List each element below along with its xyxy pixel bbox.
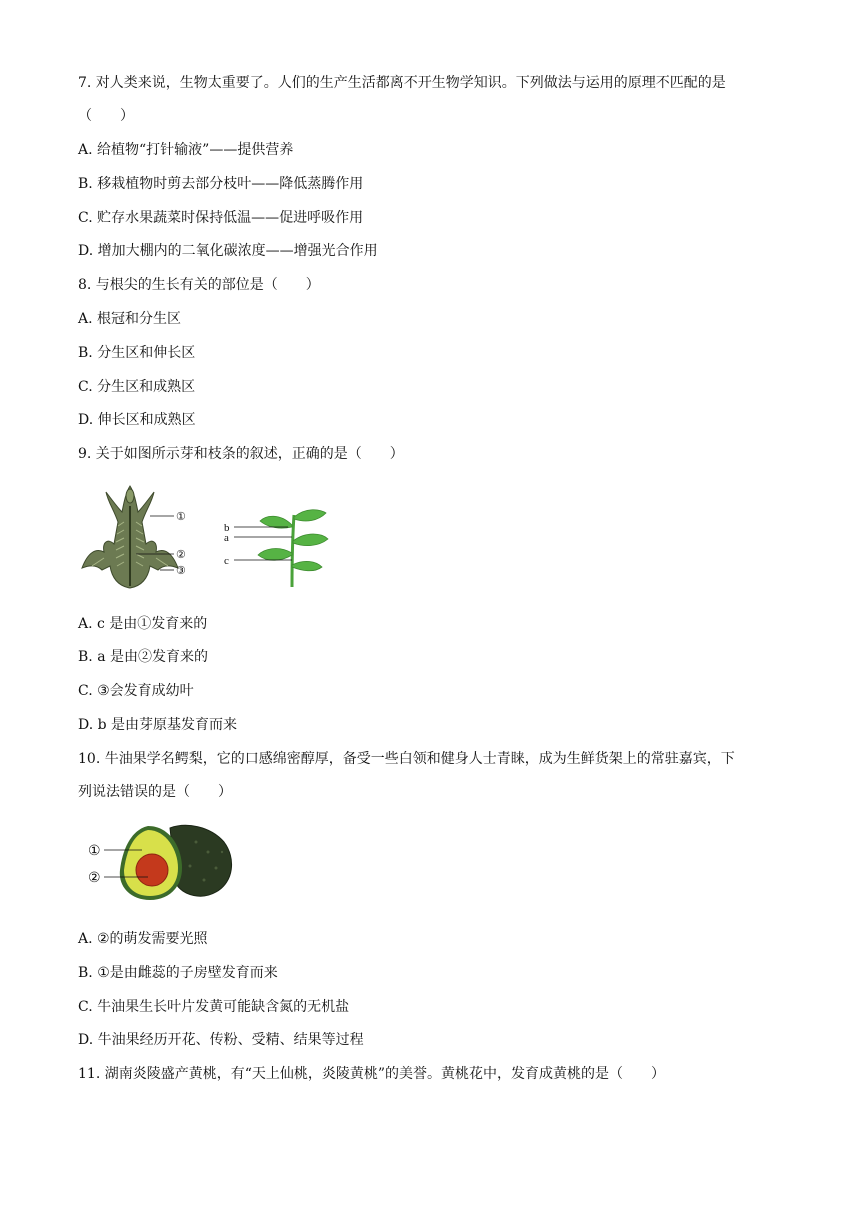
avocado-label-1: ① (88, 844, 101, 859)
bud-label-1: ① (176, 511, 186, 523)
bud-growth-tip (126, 489, 134, 503)
bud-label-3: ③ (176, 565, 186, 577)
q10-option-a: A. ②的萌发需要光照 (78, 931, 208, 947)
q7-stem-line1: 7. 对人类来说，生物太重要了。人们的生产生活都离不开生物学知识。下列做法与运用的原理不匹配的是 (78, 75, 726, 91)
q10-option-c: C. 牛油果生长叶片发黄可能缺含氮的无机盐 (78, 999, 350, 1015)
q8-stem: 8. 与根尖的生长有关的部位是（ ） (78, 277, 320, 293)
q7-option-b: B. 移栽植物时剪去部分枝叶——降低蒸腾作用 (78, 176, 364, 192)
q7-option-a: A. 给植物“打针输液”——提供营养 (78, 142, 294, 158)
avocado-label-2: ② (88, 871, 101, 886)
branch-label-b: b (224, 522, 230, 534)
q8-option-c: C. 分生区和成熟区 (78, 379, 196, 395)
bud-figure (78, 482, 208, 592)
q7-stem-line2: （ ） (78, 108, 134, 124)
q7-option-d: D. 增加大棚内的二氧化碳浓度——增强光合作用 (78, 243, 378, 259)
q9-option-a: A. c 是由①发育来的 (78, 616, 208, 632)
q9-stem: 9. 关于如图所示芽和枝条的叙述，正确的是（ ） (78, 446, 404, 462)
q10-option-b: B. ①是由雌蕊的子房壁发育而来 (78, 965, 278, 981)
q9-option-d: D. b 是由芽原基发育而来 (78, 717, 238, 733)
branch-label-a: a (224, 532, 229, 544)
q8-option-a: A. 根冠和分生区 (78, 311, 182, 327)
q9-option-c: C. ③会发育成幼叶 (78, 683, 194, 699)
q11-stem: 11. 湖南炎陵盛产黄桃，有“天上仙桃，炎陵黄桃”的美誉。黄桃花中，发育成黄桃的是（ ） (78, 1066, 666, 1082)
q8-option-b: B. 分生区和伸长区 (78, 345, 196, 361)
q7-option-c: C. 贮存水果蔬菜时保持低温——促进呼吸作用 (78, 210, 364, 226)
avocado-figure (86, 822, 236, 902)
bud-label-2: ② (176, 549, 186, 561)
q10-option-d: D. 牛油果经历开花、传粉、受精、结果等过程 (78, 1032, 364, 1048)
avocado-seed (136, 854, 168, 886)
q10-stem-line1: 10. 牛油果学名鳄梨，它的口感绵密醇厚，备受一些白领和健身人士青睐，成为生鲜货架上的常驻嘉宾，下 (78, 751, 735, 767)
q10-stem-line2: 列说法错误的是（ ） (78, 784, 232, 800)
branch-label-c: c (224, 555, 229, 567)
q8-option-d: D. 伸长区和成熟区 (78, 412, 196, 428)
branch-figure (222, 505, 332, 590)
q9-option-b: B. a 是由②发育来的 (78, 649, 208, 665)
